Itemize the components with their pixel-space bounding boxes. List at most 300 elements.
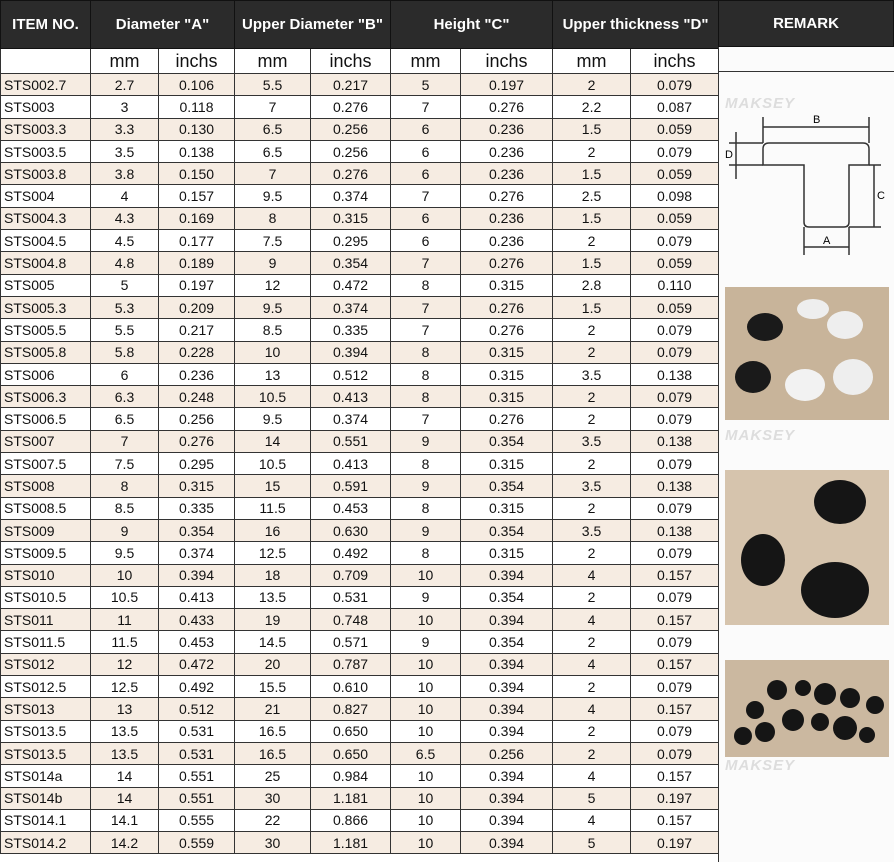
cell-upper-thickness-d-inch: 0.157 [631,564,719,586]
cell-upper-diameter-b-mm: 10 [235,341,311,363]
cell-upper-diameter-b-inch: 0.551 [311,430,391,452]
cell-upper-diameter-b-mm: 10.5 [235,453,311,475]
cell-diameter-a-inch: 0.248 [159,386,235,408]
cell-item-no: STS006.5 [1,408,91,430]
diagram-label-d: D [725,149,733,161]
cell-height-c-mm: 6.5 [391,742,461,764]
unit-mm: mm [235,49,311,74]
cell-diameter-a-inch: 0.256 [159,408,235,430]
cell-upper-diameter-b-mm: 21 [235,698,311,720]
cell-upper-diameter-b-inch: 0.256 [311,118,391,140]
cell-height-c-mm: 10 [391,720,461,742]
cell-upper-thickness-d-inch: 0.079 [631,140,719,162]
cell-item-no: STS013 [1,698,91,720]
cell-upper-thickness-d-mm: 2.8 [553,274,631,296]
cell-item-no: STS009.5 [1,542,91,564]
cell-height-c-mm: 6 [391,230,461,252]
table-row [1,609,719,631]
table-row [1,74,719,96]
cell-upper-diameter-b-inch: 0.276 [311,163,391,185]
cell-upper-diameter-b-mm: 9 [235,252,311,274]
header-upper-thickness-d: Upper thickness "D" [553,1,719,49]
cell-upper-diameter-b-inch: 0.315 [311,207,391,229]
cell-height-c-inch: 0.394 [461,698,553,720]
cell-height-c-mm: 9 [391,475,461,497]
cell-item-no: STS004 [1,185,91,207]
cell-diameter-a-mm: 4.3 [91,207,159,229]
cell-diameter-a-inch: 0.531 [159,720,235,742]
header-diameter-a: Diameter "A" [91,1,235,49]
cell-upper-thickness-d-mm: 2 [553,631,631,653]
table-row [1,207,719,229]
cell-upper-thickness-d-mm: 2 [553,720,631,742]
cell-height-c-inch: 0.394 [461,832,553,854]
cell-upper-thickness-d-inch: 0.079 [631,742,719,764]
cell-diameter-a-mm: 12.5 [91,676,159,698]
cell-upper-thickness-d-mm: 2 [553,140,631,162]
watermark: MAKSEY [725,95,796,112]
cell-upper-thickness-d-mm: 2 [553,386,631,408]
cell-diameter-a-mm: 10 [91,564,159,586]
cell-upper-diameter-b-inch: 0.413 [311,453,391,475]
cell-upper-thickness-d-inch: 0.157 [631,765,719,787]
table-row [1,765,719,787]
cell-upper-diameter-b-inch: 0.256 [311,140,391,162]
table-row [1,319,719,341]
cell-item-no: STS008.5 [1,497,91,519]
cell-height-c-inch: 0.394 [461,564,553,586]
cell-upper-thickness-d-mm: 2 [553,74,631,96]
cell-item-no: STS005.8 [1,341,91,363]
cell-height-c-inch: 0.394 [461,653,553,675]
cell-height-c-inch: 0.394 [461,676,553,698]
cell-upper-diameter-b-mm: 6.5 [235,118,311,140]
cell-diameter-a-mm: 10.5 [91,586,159,608]
table-row [1,341,719,363]
cell-upper-thickness-d-mm: 1.5 [553,118,631,140]
table-row [1,363,719,385]
cell-item-no: STS009 [1,519,91,541]
unit-inch: inchs [159,49,235,74]
cell-diameter-a-inch: 0.555 [159,809,235,831]
cell-upper-thickness-d-mm: 2 [553,542,631,564]
cell-item-no: STS010 [1,564,91,586]
table-row [1,519,719,541]
cell-upper-thickness-d-inch: 0.079 [631,720,719,742]
cell-upper-thickness-d-mm: 3.5 [553,475,631,497]
cell-diameter-a-inch: 0.472 [159,653,235,675]
cell-upper-diameter-b-mm: 11.5 [235,497,311,519]
cell-diameter-a-inch: 0.157 [159,185,235,207]
cell-item-no: STS003.8 [1,163,91,185]
cell-upper-diameter-b-inch: 0.492 [311,542,391,564]
cell-upper-thickness-d-mm: 2 [553,497,631,519]
cell-height-c-inch: 0.354 [461,586,553,608]
cell-upper-thickness-d-inch: 0.079 [631,408,719,430]
cell-upper-thickness-d-inch: 0.157 [631,609,719,631]
cell-upper-diameter-b-inch: 0.748 [311,609,391,631]
unit-inch: inchs [311,49,391,74]
cell-upper-thickness-d-inch: 0.079 [631,230,719,252]
cell-upper-diameter-b-inch: 0.610 [311,676,391,698]
cell-upper-thickness-d-mm: 4 [553,698,631,720]
cell-upper-thickness-d-inch: 0.098 [631,185,719,207]
table-row [1,140,719,162]
cell-upper-diameter-b-inch: 0.472 [311,274,391,296]
cell-diameter-a-inch: 0.492 [159,676,235,698]
table-row [1,230,719,252]
cell-diameter-a-inch: 0.228 [159,341,235,363]
cell-diameter-a-inch: 0.512 [159,698,235,720]
header-upper-diameter-b: Upper Diameter "B" [235,1,391,49]
cell-diameter-a-inch: 0.531 [159,742,235,764]
cell-upper-diameter-b-inch: 0.374 [311,296,391,318]
cell-item-no: STS004.8 [1,252,91,274]
cell-upper-diameter-b-mm: 9.5 [235,408,311,430]
cell-diameter-a-inch: 0.276 [159,430,235,452]
header-row [1,1,719,49]
cell-upper-thickness-d-mm: 1.5 [553,207,631,229]
cell-upper-diameter-b-inch: 0.512 [311,363,391,385]
cell-diameter-a-mm: 2.7 [91,74,159,96]
cell-upper-diameter-b-mm: 12 [235,274,311,296]
cell-upper-thickness-d-mm: 4 [553,609,631,631]
cell-upper-diameter-b-mm: 6.5 [235,140,311,162]
cell-height-c-inch: 0.236 [461,163,553,185]
cell-diameter-a-mm: 12 [91,653,159,675]
cell-height-c-mm: 10 [391,765,461,787]
cell-height-c-mm: 10 [391,609,461,631]
cell-upper-diameter-b-inch: 0.374 [311,408,391,430]
cell-upper-diameter-b-mm: 9.5 [235,185,311,207]
cell-diameter-a-mm: 13.5 [91,742,159,764]
cell-upper-thickness-d-inch: 0.079 [631,341,719,363]
cell-item-no: STS005.3 [1,296,91,318]
cell-upper-diameter-b-mm: 16.5 [235,720,311,742]
watermark: MAKSEY [725,427,796,444]
cell-upper-diameter-b-mm: 30 [235,832,311,854]
cell-upper-diameter-b-mm: 7.5 [235,230,311,252]
cell-upper-thickness-d-mm: 2 [553,319,631,341]
cell-upper-thickness-d-inch: 0.079 [631,453,719,475]
cell-upper-thickness-d-mm: 2.5 [553,185,631,207]
cell-upper-diameter-b-mm: 14 [235,430,311,452]
table-row [1,542,719,564]
cell-upper-diameter-b-inch: 0.531 [311,586,391,608]
cell-height-c-mm: 8 [391,363,461,385]
cell-height-c-mm: 7 [391,319,461,341]
cell-diameter-a-mm: 3.5 [91,140,159,162]
diagram-label-c: C [877,190,885,202]
cell-diameter-a-inch: 0.559 [159,832,235,854]
cell-diameter-a-inch: 0.150 [159,163,235,185]
cell-diameter-a-inch: 0.236 [159,363,235,385]
table-row [1,118,719,140]
table-row [1,430,719,452]
cell-upper-thickness-d-inch: 0.079 [631,319,719,341]
cell-diameter-a-mm: 8.5 [91,497,159,519]
cell-upper-diameter-b-mm: 22 [235,809,311,831]
cell-upper-thickness-d-mm: 2 [553,341,631,363]
cell-upper-diameter-b-inch: 0.591 [311,475,391,497]
cell-diameter-a-mm: 3 [91,96,159,118]
cell-diameter-a-mm: 7 [91,430,159,452]
cell-height-c-mm: 10 [391,832,461,854]
cell-upper-thickness-d-mm: 3.5 [553,430,631,452]
header-remark: REMARK [718,0,894,47]
cell-diameter-a-inch: 0.118 [159,96,235,118]
unit-mm: mm [91,49,159,74]
cell-height-c-inch: 0.315 [461,341,553,363]
cell-height-c-mm: 9 [391,586,461,608]
cell-upper-thickness-d-inch: 0.138 [631,363,719,385]
cell-diameter-a-mm: 4 [91,185,159,207]
cell-upper-diameter-b-inch: 1.181 [311,832,391,854]
cell-height-c-mm: 5 [391,74,461,96]
cell-diameter-a-mm: 11 [91,609,159,631]
product-photo-assorted [725,660,889,757]
cell-height-c-inch: 0.315 [461,497,553,519]
cell-height-c-mm: 7 [391,252,461,274]
cell-upper-thickness-d-inch: 0.157 [631,653,719,675]
cell-upper-diameter-b-inch: 0.394 [311,341,391,363]
cell-upper-thickness-d-inch: 0.079 [631,497,719,519]
cell-height-c-inch: 0.276 [461,296,553,318]
cell-item-no: STS005 [1,274,91,296]
cell-item-no: STS011.5 [1,631,91,653]
table-row [1,586,719,608]
cell-height-c-inch: 0.276 [461,252,553,274]
cell-upper-thickness-d-inch: 0.197 [631,832,719,854]
cell-item-no: STS003.3 [1,118,91,140]
cell-height-c-inch: 0.315 [461,274,553,296]
cell-upper-thickness-d-mm: 2 [553,453,631,475]
cell-upper-thickness-d-mm: 4 [553,653,631,675]
cell-height-c-mm: 7 [391,296,461,318]
table-row [1,185,719,207]
cell-diameter-a-inch: 0.106 [159,74,235,96]
cell-item-no: STS002.7 [1,74,91,96]
cell-upper-thickness-d-mm: 5 [553,787,631,809]
cell-height-c-inch: 0.276 [461,185,553,207]
cell-diameter-a-mm: 14.2 [91,832,159,854]
cell-item-no: STS008 [1,475,91,497]
cell-height-c-inch: 0.315 [461,386,553,408]
cell-diameter-a-inch: 0.374 [159,542,235,564]
cell-upper-thickness-d-inch: 0.059 [631,163,719,185]
cell-upper-diameter-b-inch: 0.709 [311,564,391,586]
cell-diameter-a-inch: 0.138 [159,140,235,162]
cell-diameter-a-mm: 11.5 [91,631,159,653]
cell-height-c-inch: 0.276 [461,319,553,341]
cell-diameter-a-inch: 0.189 [159,252,235,274]
cell-diameter-a-inch: 0.295 [159,453,235,475]
header-item-no: ITEM NO. [1,1,91,49]
table-row [1,720,719,742]
cell-upper-thickness-d-inch: 0.059 [631,252,719,274]
unit-mm: mm [391,49,461,74]
table-row [1,832,719,854]
cell-item-no: STS013.5 [1,720,91,742]
cell-height-c-inch: 0.354 [461,519,553,541]
table-row [1,742,719,764]
cell-diameter-a-mm: 4.8 [91,252,159,274]
cell-height-c-mm: 8 [391,341,461,363]
cell-diameter-a-mm: 8 [91,475,159,497]
cell-item-no: STS014b [1,787,91,809]
cell-diameter-a-inch: 0.315 [159,475,235,497]
cell-diameter-a-mm: 9.5 [91,542,159,564]
cell-diameter-a-mm: 13 [91,698,159,720]
cell-upper-diameter-b-mm: 10.5 [235,386,311,408]
cell-height-c-inch: 0.236 [461,118,553,140]
cell-diameter-a-mm: 6.5 [91,408,159,430]
cell-height-c-mm: 7 [391,185,461,207]
cell-diameter-a-mm: 3.3 [91,118,159,140]
cell-upper-thickness-d-mm: 4 [553,809,631,831]
cell-diameter-a-mm: 9 [91,519,159,541]
cell-upper-thickness-d-mm: 1.5 [553,252,631,274]
cell-height-c-inch: 0.236 [461,140,553,162]
cell-item-no: STS006 [1,363,91,385]
cell-height-c-mm: 10 [391,787,461,809]
cell-diameter-a-mm: 6.3 [91,386,159,408]
table-row [1,274,719,296]
cell-height-c-inch: 0.315 [461,453,553,475]
cell-upper-diameter-b-inch: 0.295 [311,230,391,252]
table-row [1,676,719,698]
cell-upper-thickness-d-mm: 2 [553,742,631,764]
unit-blank [1,49,91,74]
cell-diameter-a-inch: 0.551 [159,765,235,787]
cell-diameter-a-mm: 14 [91,765,159,787]
diagram-label-b: B [813,114,821,126]
table-row [1,787,719,809]
unit-inch: inchs [631,49,719,74]
cell-upper-thickness-d-inch: 0.157 [631,809,719,831]
cell-diameter-a-mm: 14 [91,787,159,809]
cell-upper-diameter-b-mm: 16 [235,519,311,541]
cell-height-c-mm: 10 [391,676,461,698]
cell-item-no: STS003.5 [1,140,91,162]
cell-item-no: STS011 [1,609,91,631]
cell-height-c-mm: 7 [391,96,461,118]
cell-height-c-mm: 6 [391,118,461,140]
diagram-label-a: A [823,235,831,247]
cell-height-c-mm: 8 [391,386,461,408]
table-row [1,497,719,519]
cell-upper-thickness-d-mm: 2 [553,676,631,698]
cell-upper-thickness-d-mm: 2 [553,408,631,430]
cell-diameter-a-mm: 3.8 [91,163,159,185]
cell-height-c-mm: 9 [391,430,461,452]
cell-upper-thickness-d-mm: 3.5 [553,363,631,385]
cell-upper-diameter-b-mm: 13 [235,363,311,385]
table-row [1,698,719,720]
cell-diameter-a-mm: 13.5 [91,720,159,742]
cell-upper-diameter-b-mm: 18 [235,564,311,586]
cell-height-c-inch: 0.394 [461,765,553,787]
cell-diameter-a-mm: 4.5 [91,230,159,252]
cell-height-c-mm: 10 [391,698,461,720]
table-row [1,408,719,430]
cell-upper-diameter-b-mm: 8.5 [235,319,311,341]
watermark: MAKSEY [725,757,796,774]
cell-diameter-a-inch: 0.177 [159,230,235,252]
header-height-c: Height "C" [391,1,553,49]
cell-diameter-a-inch: 0.217 [159,319,235,341]
cell-diameter-a-mm: 5 [91,274,159,296]
cell-height-c-inch: 0.354 [461,430,553,452]
cell-item-no: STS014.1 [1,809,91,831]
cell-height-c-mm: 6 [391,163,461,185]
cell-upper-diameter-b-mm: 5.5 [235,74,311,96]
cell-upper-thickness-d-inch: 0.087 [631,96,719,118]
table-row [1,163,719,185]
cell-upper-diameter-b-mm: 19 [235,609,311,631]
cell-upper-diameter-b-inch: 0.354 [311,252,391,274]
cell-upper-diameter-b-inch: 0.453 [311,497,391,519]
cell-upper-thickness-d-inch: 0.079 [631,676,719,698]
cell-diameter-a-inch: 0.413 [159,586,235,608]
cell-upper-thickness-d-mm: 1.5 [553,163,631,185]
cell-height-c-mm: 10 [391,809,461,831]
cell-item-no: STS007 [1,430,91,452]
cell-item-no: STS012 [1,653,91,675]
cell-diameter-a-inch: 0.551 [159,787,235,809]
cell-upper-diameter-b-mm: 9.5 [235,296,311,318]
cell-diameter-a-inch: 0.453 [159,631,235,653]
table-row [1,252,719,274]
cell-height-c-inch: 0.197 [461,74,553,96]
cell-upper-thickness-d-inch: 0.079 [631,74,719,96]
cell-diameter-a-mm: 14.1 [91,809,159,831]
cell-upper-diameter-b-inch: 0.650 [311,720,391,742]
cell-upper-thickness-d-inch: 0.138 [631,430,719,452]
cell-upper-diameter-b-inch: 0.413 [311,386,391,408]
cell-upper-thickness-d-mm: 5 [553,832,631,854]
cell-item-no: STS003 [1,96,91,118]
cell-item-no: STS013.5 [1,742,91,764]
cell-height-c-inch: 0.394 [461,609,553,631]
cell-upper-thickness-d-inch: 0.157 [631,698,719,720]
cell-upper-thickness-d-mm: 2 [553,586,631,608]
cell-height-c-inch: 0.354 [461,475,553,497]
cell-upper-diameter-b-inch: 0.630 [311,519,391,541]
cell-height-c-mm: 8 [391,542,461,564]
cell-height-c-mm: 9 [391,631,461,653]
cell-upper-diameter-b-mm: 15.5 [235,676,311,698]
cell-diameter-a-mm: 5.3 [91,296,159,318]
cell-upper-thickness-d-mm: 4 [553,765,631,787]
cell-item-no: STS014.2 [1,832,91,854]
table-row [1,564,719,586]
cell-item-no: STS010.5 [1,586,91,608]
cell-upper-thickness-d-mm: 2.2 [553,96,631,118]
cell-diameter-a-mm: 5.8 [91,341,159,363]
cell-height-c-mm: 10 [391,653,461,675]
cell-height-c-inch: 0.236 [461,230,553,252]
cell-upper-diameter-b-mm: 7 [235,163,311,185]
cell-height-c-inch: 0.354 [461,631,553,653]
cell-upper-diameter-b-mm: 14.5 [235,631,311,653]
cell-upper-thickness-d-inch: 0.059 [631,207,719,229]
cell-upper-thickness-d-inch: 0.079 [631,631,719,653]
cell-height-c-mm: 6 [391,207,461,229]
cell-upper-diameter-b-inch: 0.335 [311,319,391,341]
unit-row [1,49,719,74]
cell-diameter-a-inch: 0.394 [159,564,235,586]
